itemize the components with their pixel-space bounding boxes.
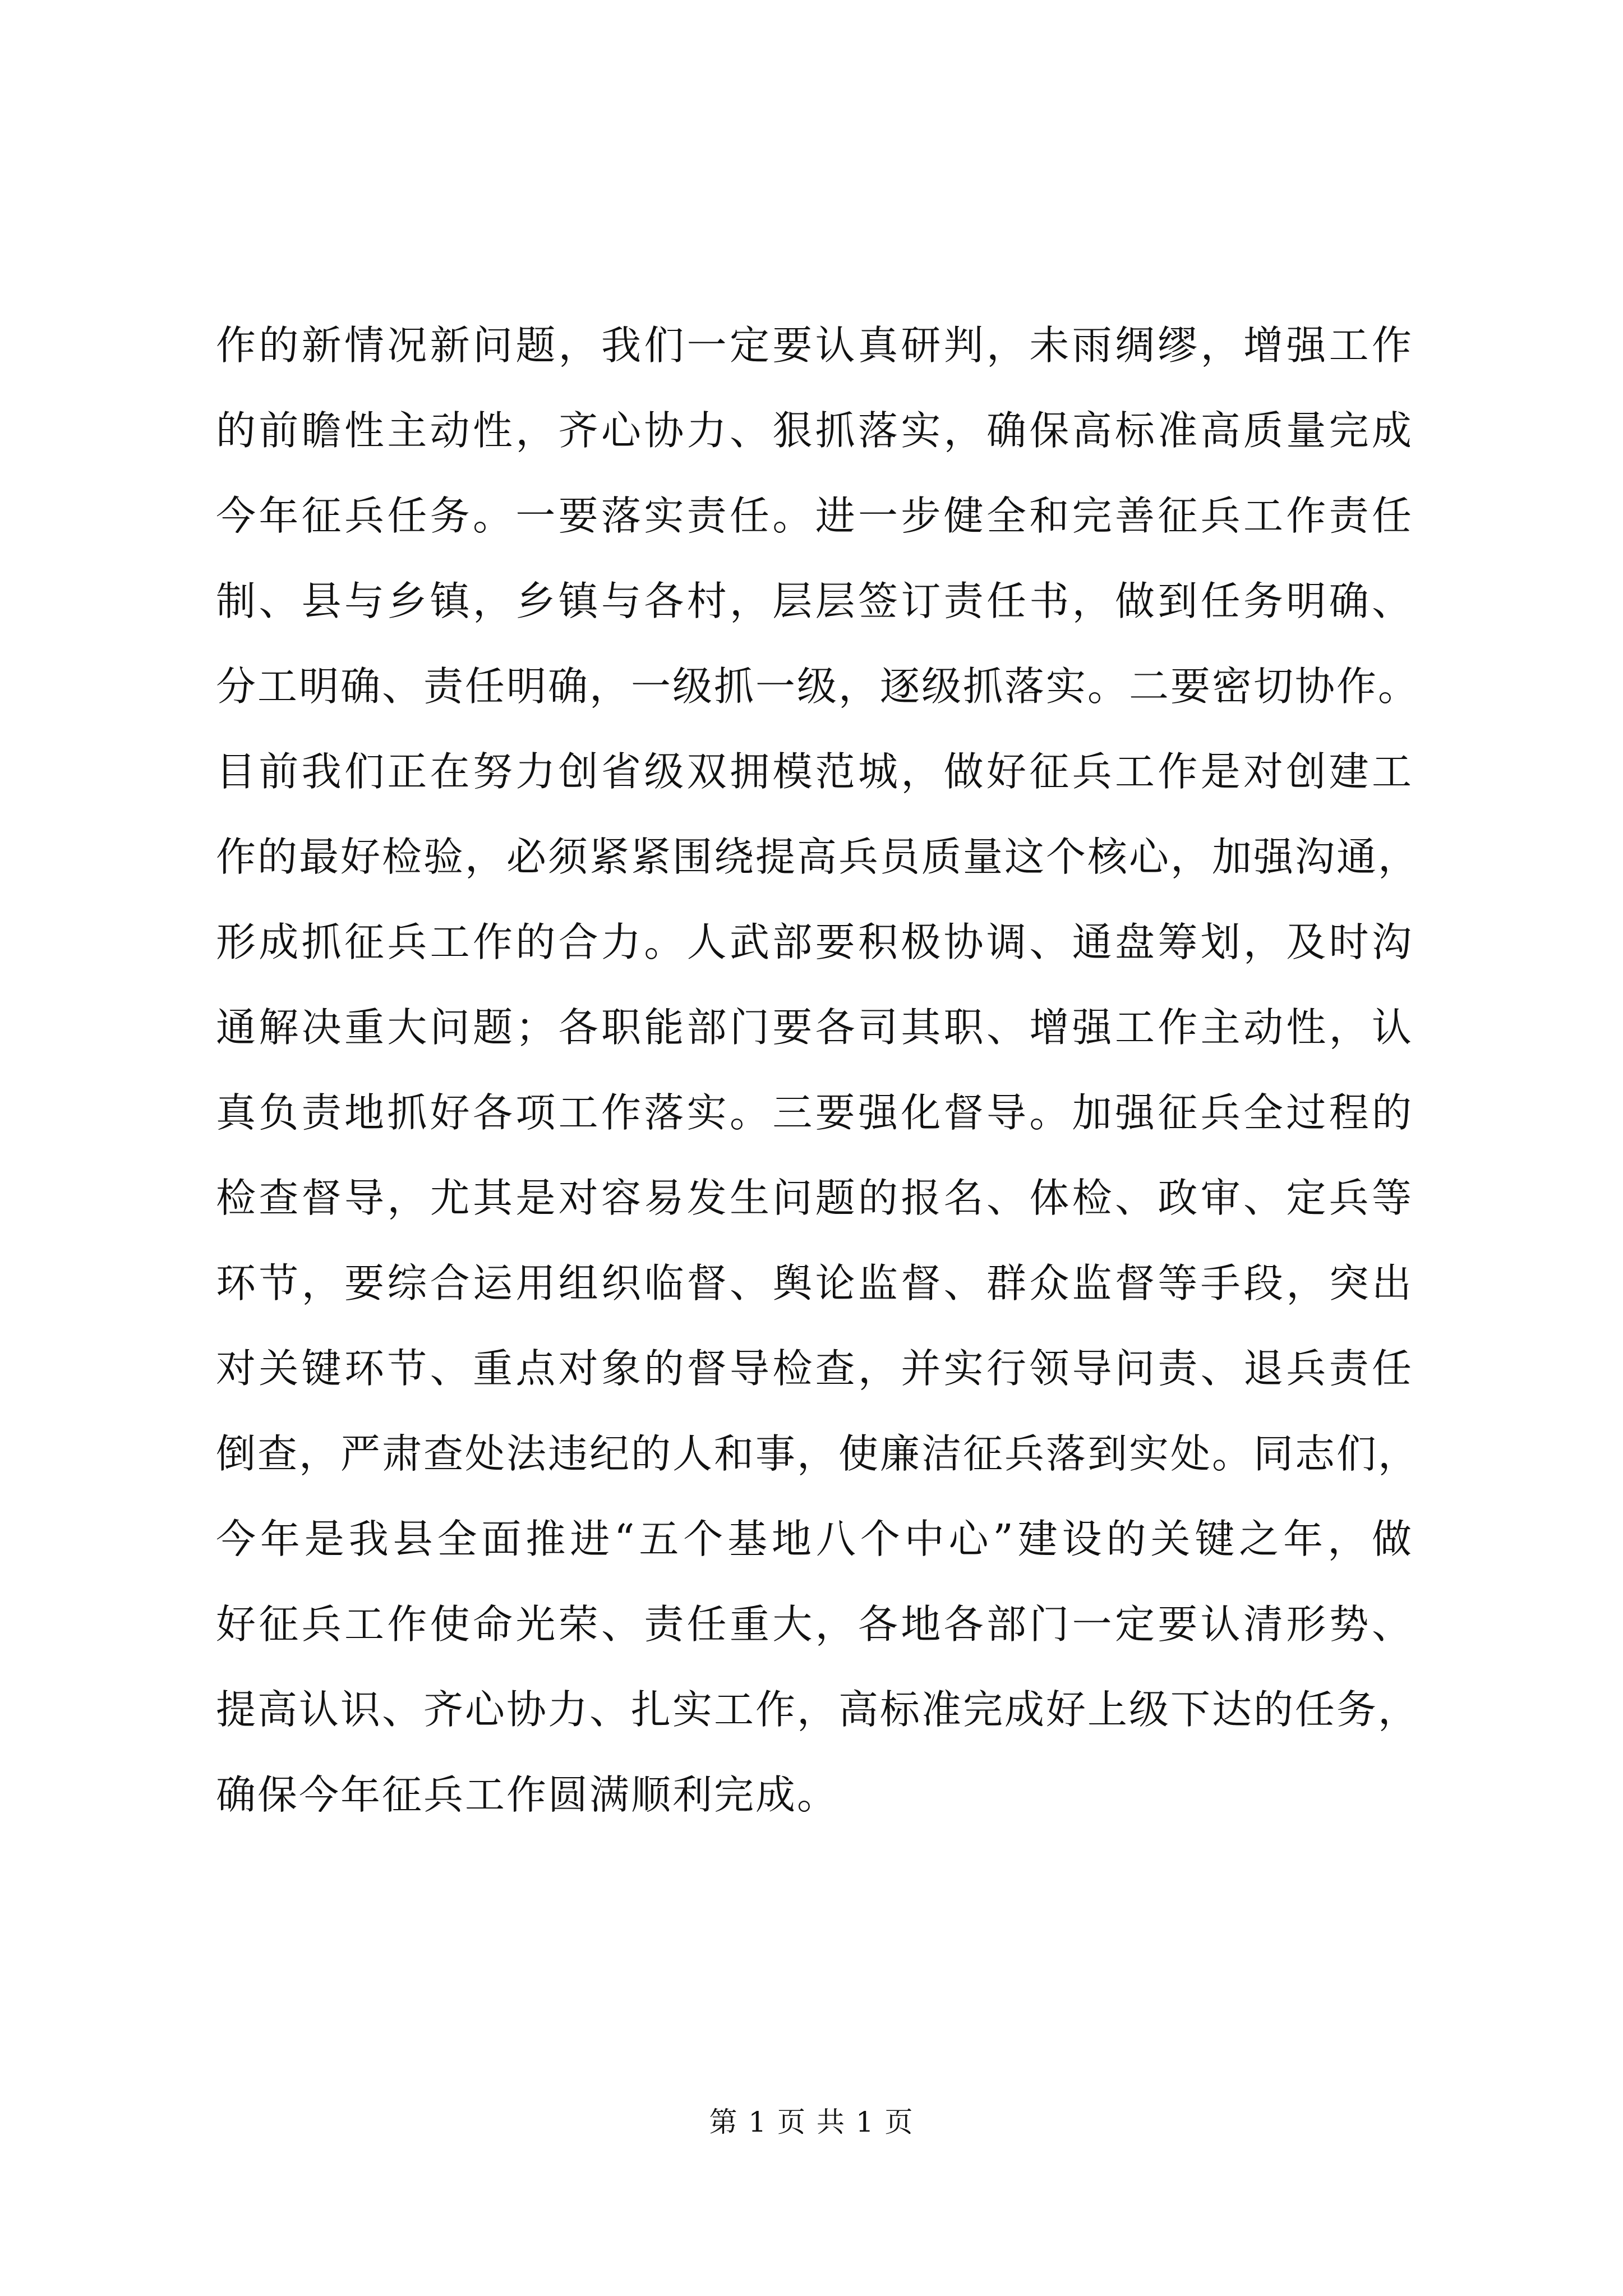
text-line: 对关键环节、重点对象的督导检查，并实行领导问责、退兵责任	[216, 1345, 1413, 1392]
text-line: 确保今年征兵工作圆满顺利完成。	[216, 1772, 839, 1818]
text-line: 提高认识、齐心协力、扎实工作，高标准完成好上级下达的任务，	[216, 1686, 1420, 1733]
body-text	[216, 303, 1420, 1838]
text-line: 环节，要综合运用组织临督、舆论监督、群众监督等手段，突出	[216, 1260, 1413, 1306]
text-line: 的前瞻性主动性，齐心协力、狠抓落实，确保高标准高质量完成	[216, 407, 1413, 454]
text-line: 形成抓征兵工作的合力。人武部要积极协调、通盘筹划，及时沟	[216, 919, 1413, 965]
text-line: 分工明确、责任明确，一级抓一级，逐级抓落实。二要密切协作。	[216, 663, 1420, 710]
page-footer	[0, 2102, 1623, 2142]
text-line: 制、县与乡镇，乡镇与各村，层层签订责任书，做到任务明确、	[216, 578, 1413, 624]
text-line: 检查督导，尤其是对容易发生问题的报名、体检、政审、定兵等	[216, 1175, 1413, 1221]
text-line: 通解决重大问题；各职能部门要各司其职、增强工作主动性，认	[216, 1004, 1413, 1051]
text-line: 今年征兵任务。一要落实责任。进一步健全和完善征兵工作责任	[216, 493, 1413, 539]
text-line: 倒查，严肃查处法违纪的人和事，使廉洁征兵落到实处。同志们，	[216, 1430, 1420, 1477]
text-line: 今年是我县全面推进“五个基地八个中心”建设的关键之年，做	[216, 1516, 1413, 1562]
page-number: 第 1 页 共 1 页	[709, 2106, 914, 2138]
text-line: 作的最好检验，必须紧紧围绕提高兵员质量这个核心，加强沟通，	[216, 834, 1420, 880]
text-line: 作的新情况新问题，我们一定要认真研判，未雨绸缪，增强工作	[216, 322, 1413, 369]
text-line: 真负责地抓好各项工作落实。三要强化督导。加强征兵全过程的	[216, 1089, 1413, 1136]
text-line: 好征兵工作使命光荣、责任重大，各地各部门一定要认清形势、	[216, 1601, 1413, 1648]
text-line: 目前我们正在努力创省级双拥模范城，做好征兵工作是对创建工	[216, 748, 1413, 795]
